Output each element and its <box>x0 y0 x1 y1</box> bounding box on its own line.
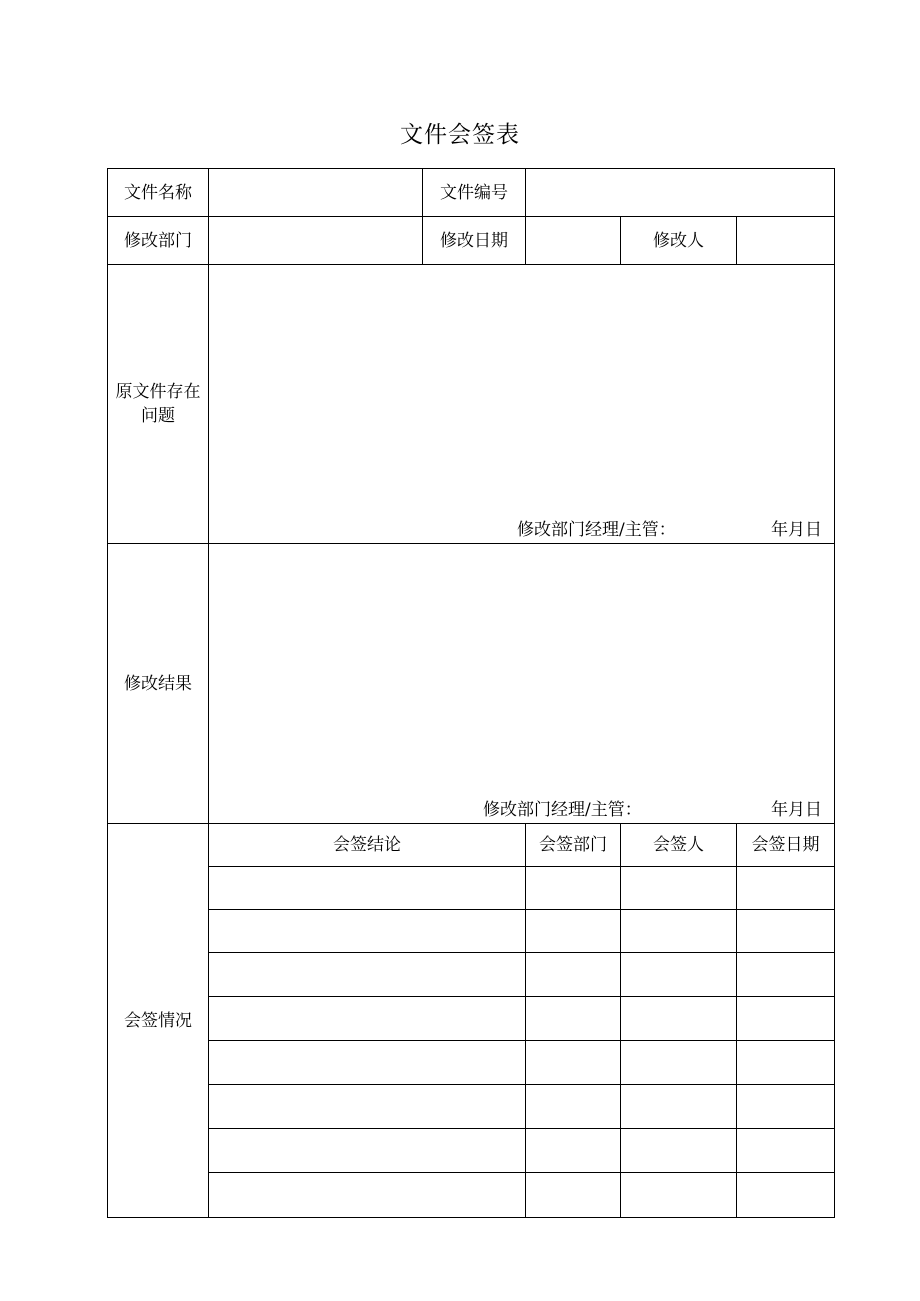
problems-date-label: 年月日 <box>771 520 823 540</box>
countersign-conclusion-cell[interactable] <box>209 953 526 997</box>
countersign-person-cell[interactable] <box>621 867 737 910</box>
countersign-person-cell[interactable] <box>621 1085 737 1129</box>
countersign-header-row <box>108 824 835 867</box>
modification-result-label: 修改结果 <box>108 544 209 824</box>
countersign-date-cell[interactable] <box>737 1173 835 1218</box>
countersign-date-cell[interactable] <box>737 997 835 1041</box>
result-date-label: 年月日 <box>771 800 823 820</box>
countersign-conclusion-cell[interactable] <box>209 867 526 910</box>
modify-dept-label: 修改部门 <box>108 217 209 265</box>
countersign-row <box>108 867 835 910</box>
file-name-field[interactable] <box>209 169 423 217</box>
countersign-dept-cell[interactable] <box>526 1041 621 1085</box>
modification-result-row <box>108 544 835 824</box>
file-info-row <box>108 169 835 217</box>
countersign-label: 会签情况 <box>108 824 209 1218</box>
original-problems-row <box>108 265 835 544</box>
countersign-person-cell[interactable] <box>621 1173 737 1218</box>
countersign-date-cell[interactable] <box>737 1085 835 1129</box>
countersign-conclusion-cell[interactable] <box>209 1129 526 1173</box>
countersign-row <box>108 997 835 1041</box>
countersign-dept-header: 会签部门 <box>526 824 621 867</box>
modifier-label: 修改人 <box>621 217 737 265</box>
countersign-conclusion-cell[interactable] <box>209 1085 526 1129</box>
file-number-field[interactable] <box>526 169 835 217</box>
countersign-dept-cell[interactable] <box>526 997 621 1041</box>
countersign-conclusion-cell[interactable] <box>209 910 526 953</box>
modification-result-field[interactable] <box>209 544 835 824</box>
form-title: 文件会签表 <box>400 122 520 148</box>
countersign-row <box>108 1041 835 1085</box>
countersign-person-cell[interactable] <box>621 953 737 997</box>
countersign-date-cell[interactable] <box>737 1129 835 1173</box>
original-problems-label: 原文件存在问题 <box>108 265 209 544</box>
countersign-dept-cell[interactable] <box>526 1129 621 1173</box>
countersign-row <box>108 1085 835 1129</box>
countersign-date-cell[interactable] <box>737 867 835 910</box>
countersign-person-cell[interactable] <box>621 1129 737 1173</box>
result-signature-label: 修改部门经理/主管： <box>483 800 642 820</box>
modify-dept-field[interactable] <box>209 217 423 265</box>
modification-info-row <box>108 217 835 265</box>
countersign-date-cell[interactable] <box>737 1041 835 1085</box>
original-problems-field[interactable] <box>209 265 835 544</box>
countersign-person-header: 会签人 <box>621 824 737 867</box>
countersign-conclusion-cell[interactable] <box>209 997 526 1041</box>
countersign-dept-cell[interactable] <box>526 910 621 953</box>
countersign-dept-cell[interactable] <box>526 1085 621 1129</box>
countersign-date-cell[interactable] <box>737 910 835 953</box>
countersign-person-cell[interactable] <box>621 910 737 953</box>
countersign-dept-cell[interactable] <box>526 1173 621 1218</box>
problems-signature-label: 修改部门经理/主管： <box>517 520 676 540</box>
countersign-dept-cell[interactable] <box>526 953 621 997</box>
file-number-label: 文件编号 <box>423 169 526 217</box>
countersign-dept-cell[interactable] <box>526 867 621 910</box>
countersign-conclusion-cell[interactable] <box>209 1041 526 1085</box>
countersign-conclusion-header: 会签结论 <box>209 824 526 867</box>
modifier-field[interactable] <box>737 217 835 265</box>
modify-date-field[interactable] <box>526 217 621 265</box>
countersign-form-table <box>107 168 835 1218</box>
countersign-date-header: 会签日期 <box>737 824 835 867</box>
countersign-person-cell[interactable] <box>621 1041 737 1085</box>
countersign-row <box>108 910 835 953</box>
countersign-row <box>108 953 835 997</box>
countersign-conclusion-cell[interactable] <box>209 1173 526 1218</box>
file-name-label: 文件名称 <box>108 169 209 217</box>
countersign-row <box>108 1129 835 1173</box>
countersign-person-cell[interactable] <box>621 997 737 1041</box>
countersign-row <box>108 1173 835 1218</box>
modify-date-label: 修改日期 <box>423 217 526 265</box>
countersign-date-cell[interactable] <box>737 953 835 997</box>
